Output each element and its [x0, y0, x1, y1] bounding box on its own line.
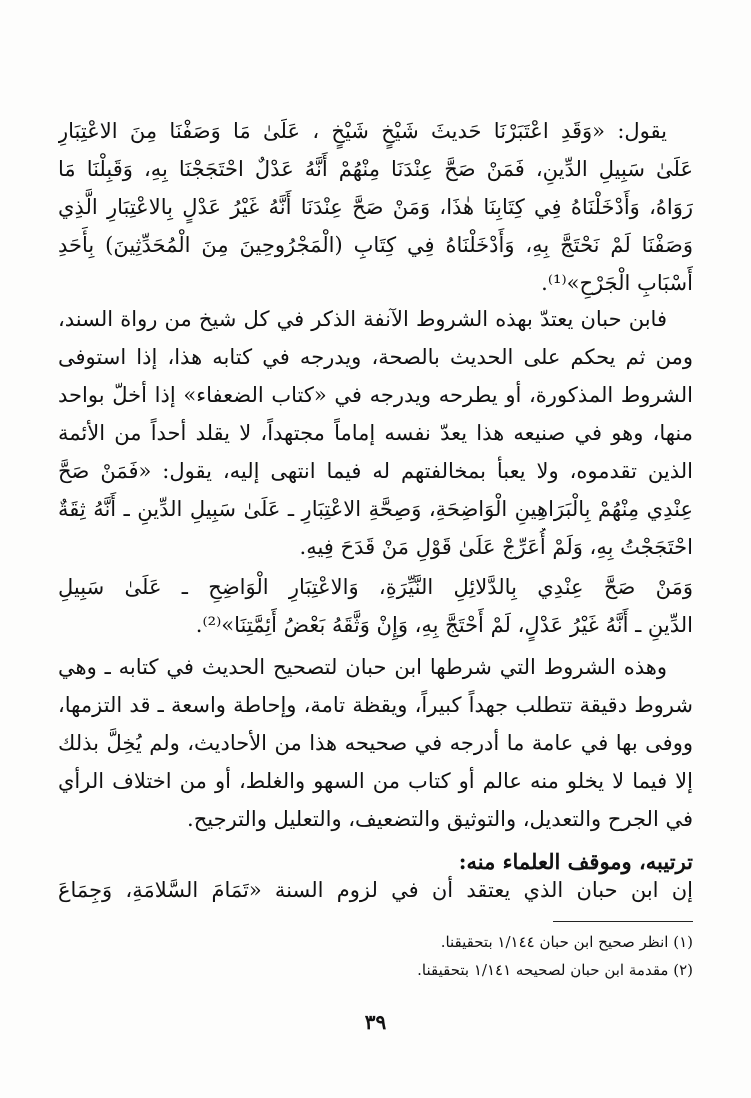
text-line: رَوَاهُ، وَأَدْخَلْنَاهُ فِي كِتَابِنَا هٰذَا، وَمَنْ صَحَّ عِنْدَنَا أَنَّهُ غَيْرُ عَدْلٍ بِالاعْتِبَارِ الَّذِي [58, 195, 693, 219]
text-line: وهذه الشروط التي شرطها ابن حبان لتصحيح الحديث في كتابه ـ وهي [58, 655, 667, 679]
quote-paragraph-3 [58, 568, 693, 644]
body-paragraph-5 [58, 871, 693, 909]
footnote-divider [553, 921, 693, 922]
footnote-1: (١) انظر صحيح ابن حبان ١/١٤٤ بتحقيقنا. [440, 933, 693, 951]
page-number: ٣٩ [364, 1010, 387, 1034]
body-paragraph-4 [58, 648, 693, 838]
body-paragraph-2 [58, 300, 693, 566]
text-line: الذين تقدموه، ولا يعبأ بمخالفتهم له فيما انتهى إليه، يقول: «فَمَنْ صَحَّ [58, 459, 693, 483]
footnotes [58, 928, 693, 984]
text-line: وَصَفْنَا لَمْ نَحْتَجَّ بِهِ، وَأَدْخَلْنَاهُ فِي كِتَابِ (الْمَجْرُوحِينَ مِنَ الْمُحَدِّثِينَ) بِأَحَدِ [58, 233, 693, 257]
text-line: وَمَنْ صَحَّ عِنْدِي بِالدَّلائِلِ النَّيِّرَةِ، وَالاعْتِبَارِ الْوَاضِحِ ـ عَلَىٰ سَبِيلِ [58, 575, 693, 599]
text-line: فابن حبان يعتدّ بهذه الشروط الآنفة الذكر في كل شيخ من رواة السند، [58, 307, 667, 331]
footnote-2: (٢) مقدمة ابن حبان لصحيحه ١/١٤١ بتحقيقنا. [417, 961, 693, 979]
text-line: ووفى بها في عامة ما أدرجه في صحيحه هذا من الأحاديث، ولم يُخِلَّ بذلك [58, 731, 693, 755]
text-line: إلا فيما لا يخلو منه عالم أو كتاب من السهو والغلط، أو من اختلاف الرأي [58, 769, 693, 793]
section-heading-text: ترتيبه، وموقف العلماء منه: [458, 849, 693, 874]
text-line: منها، وهو في صنيعه هذا يعدّ نفسه إماماً مجتهداً، لا يقلد أحداً من الأئمة [58, 421, 693, 445]
text-line: عَلَىٰ سَبِيلِ الدِّينِ، فَمَنْ صَحَّ عِنْدَنَا مِنْهُمْ أَنَّهُ عَدْلٌ احْتَجَجْنَا بِهِ، وَقَبِلْنَا مَا [58, 157, 693, 181]
text-line: في الجرح والتعديل، والتوثيق والتضعيف، والتعليل والترجيح. [187, 807, 693, 831]
text-line: احْتَجَجْتُ بِهِ، وَلَمْ أُعَرِّجْ عَلَىٰ قَوْلِ مَنْ قَدَحَ فِيهِ. [299, 535, 693, 559]
text-line: الشروط المذكورة، أو يطرحه ويدرجه في «كتاب الضعفاء» إذا أخلّ بواحد [58, 383, 693, 407]
text-line: ومن ثم يحكم على الحديث بالصحة، ويدرجه في كتابه هذا، إذا استوفى [58, 345, 693, 369]
text-line: شروط دقيقة تتطلب جهداً كبيراً، ويقظة تامة، وإحاطة واسعة ـ قد التزمها، [58, 693, 693, 717]
text-line: الدِّينِ ـ أَنَّهُ غَيْرُ عَدْلٍ، لَمْ أَحْتَجَّ بِهِ، وَإِنْ وَثَّقَهُ بَعْضُ أَئِمَّتِنَا»⁽²⁾. [195, 613, 693, 637]
text-line: أَسْبَابِ الْجَرْحِ»⁽¹⁾. [541, 271, 693, 295]
text-line: إن ابن حبان الذي يعتقد أن في لزوم السنة «تَمَامَ السَّلامَةِ، وَجِمَاعَ [58, 878, 693, 902]
quote-paragraph-1 [58, 112, 693, 302]
text-line: عِنْدِي مِنْهُمْ بِالْبَرَاهِينِ الْوَاضِحَةِ، وَصِحَّةِ الاعْتِبَارِ ـ عَلَىٰ سَبِيلِ الدِّينِ ـ أَنَّهُ ثِقَةٌ [58, 497, 693, 521]
text-line: يقول: «وَقَدِ اعْتَبَرْنَا حَديثَ شَيْخٍ شَيْخٍ ، عَلَىٰ مَا وَصَفْنَا مِنَ الاعْتِبَارِ [58, 119, 667, 143]
